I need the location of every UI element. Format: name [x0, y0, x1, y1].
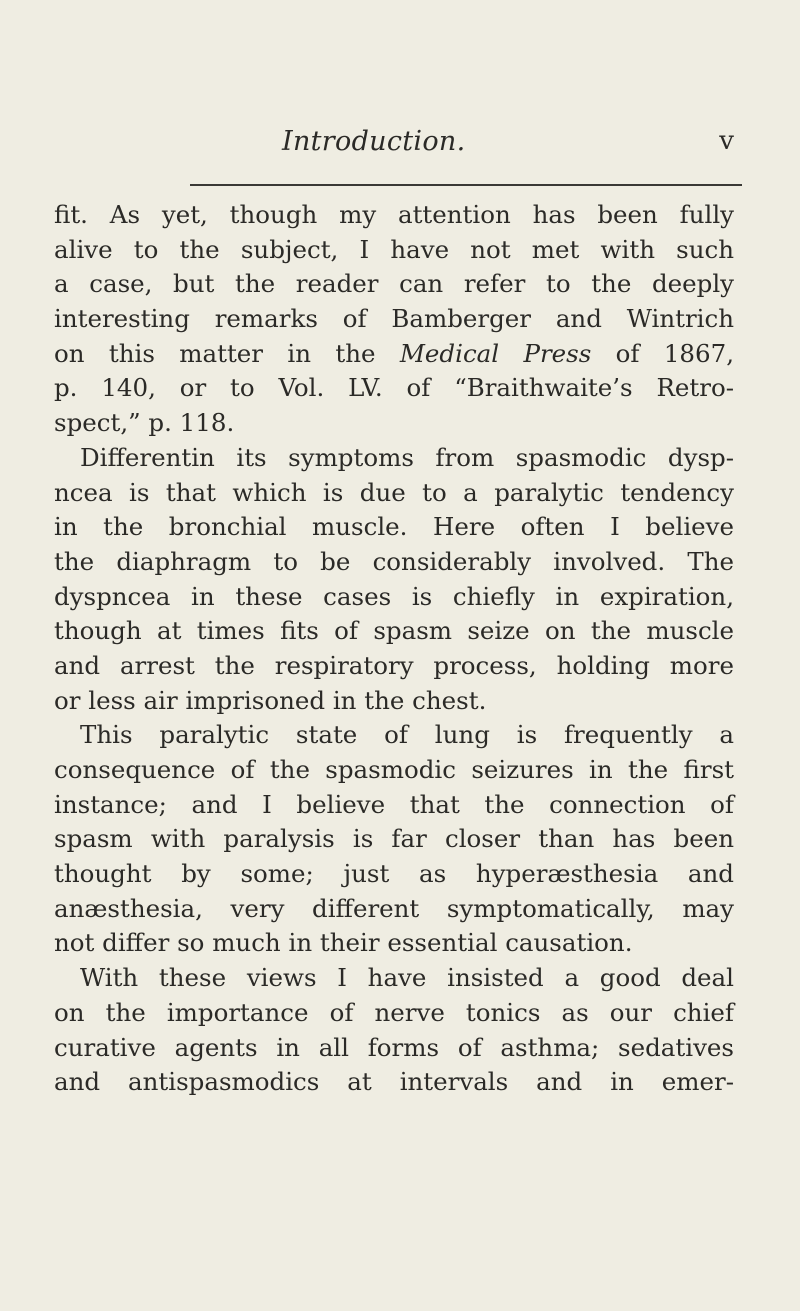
text-line: alive to the subject, I have not met with such	[54, 234, 734, 264]
text-line: though at times fits of spasm seize on the muscle	[54, 616, 734, 646]
text-line: dyspncea in these cases is chiefly in expiration,	[54, 581, 734, 611]
text-line: spect,” p. 118.	[54, 408, 235, 438]
text-line: fit. As yet, though my attention has been fully	[54, 200, 734, 229]
text-line: thought by some; just as hyperæsthesia and	[54, 859, 734, 889]
page-number: v	[719, 126, 734, 156]
text-line: ncea is that which is due to a paralytic tendency	[54, 477, 734, 507]
text-line: spasm with paralysis is far closer than has been	[54, 824, 734, 854]
text-segment: on this matter in the	[54, 338, 400, 368]
text-line: and arrest the respiratory process, holding more	[54, 650, 734, 680]
running-header	[190, 126, 740, 166]
text-line: With these views I have insisted a good deal	[80, 963, 734, 993]
text-line: and antispasmodics at intervals and in emer-	[54, 1067, 734, 1097]
text-line: a case, but the reader can refer to the deeply	[54, 269, 734, 299]
text-line: the diaphragm to be considerably involved. The	[54, 546, 734, 576]
text-line: instance; and I believe that the connection of	[54, 789, 734, 819]
running-title: Introduction.	[282, 126, 466, 157]
text-line: interesting remarks of Bamberger and Wintrich	[54, 304, 734, 334]
text-line	[54, 337, 734, 372]
body-text	[54, 198, 734, 1100]
text-line: curative agents in all forms of asthma; sedatives	[54, 1032, 734, 1062]
text-line: on the importance of nerve tonics as our chief	[54, 997, 734, 1027]
text-line: anæsthesia, very different symptomatically, may	[54, 893, 734, 923]
text-line: This paralytic state of lung is frequently a	[80, 720, 734, 750]
text-line: in the bronchial muscle. Here often I believe	[54, 512, 734, 542]
text-line: consequence of the spasmodic seizures in the first	[54, 755, 734, 784]
text-line: or less air imprisoned in the chest.	[54, 685, 487, 715]
text-line: Differentin its symptoms from spasmodic dysp-	[80, 442, 734, 472]
text-line: p. 140, or to Vol. LV. of “Braithwaite’s Retro-	[54, 373, 734, 403]
header-rule	[190, 184, 742, 186]
text-segment: of 1867,	[591, 338, 734, 368]
text-line: not differ so much in their essential causation.	[54, 928, 633, 958]
italic-title: Medical Press	[399, 338, 592, 368]
